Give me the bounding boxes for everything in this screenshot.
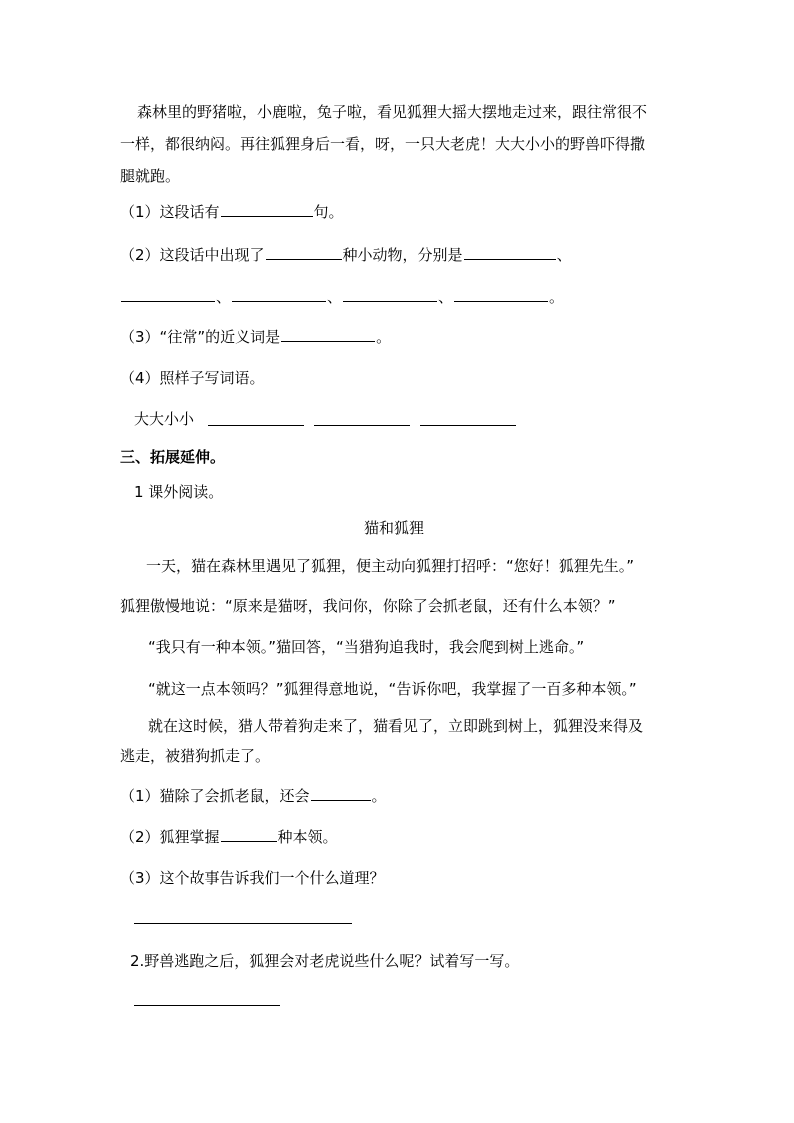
question-4: （4）照样子写词语。 [120, 369, 265, 387]
section-3-title: 三、拓展延伸。 [120, 448, 226, 466]
question-3 [120, 326, 391, 347]
separator: 、 [327, 288, 343, 306]
example-word: 大大小小 [134, 410, 195, 428]
question-1 [120, 201, 344, 222]
answer-blank[interactable] [232, 286, 326, 302]
story-question-1 [120, 785, 387, 806]
question-3-text: （3）“往常”的近义词是 [120, 328, 281, 346]
answer-blank[interactable] [311, 785, 371, 801]
answer-line[interactable] [134, 1005, 280, 1006]
section-3-sub: 1 课外阅读。 [134, 483, 224, 501]
answer-blank[interactable] [266, 244, 342, 260]
separator: 、 [556, 246, 572, 264]
passage-line-2: 一样，都很纳闷。再往狐狸身后一看，呀，一只大老虎！大大小小的野兽吓得撒 [120, 135, 646, 153]
story-question-3: （3）这个故事告诉我们一个什么道理？ [120, 869, 385, 887]
answer-blank[interactable] [121, 286, 215, 302]
answer-line[interactable] [208, 425, 304, 426]
question-2 [120, 244, 572, 265]
question-1-text: （1）这段话有 [120, 203, 220, 221]
question-2-mid: 种小动物，分别是 [342, 246, 463, 264]
answer-blank[interactable] [343, 286, 437, 302]
separator: 、 [216, 288, 232, 306]
story-title: 猫和狐狸 [364, 519, 425, 537]
story-question-2-suffix: 种本领。 [277, 828, 338, 846]
story-question-1-text: （1）猫除了会抓老鼠，还会 [120, 787, 310, 805]
answer-blank[interactable] [454, 286, 548, 302]
question-1-suffix: 句。 [313, 203, 344, 221]
answer-line[interactable] [420, 425, 516, 426]
story-paragraph-5a: 就在这时候，猎人带着狗走来了，猫看见了，立即跳到树上，狐狸没来得及 [148, 717, 644, 735]
story-paragraph-2: 狐狸傲慢地说：“原来是猫呀，我问你，你除了会抓老鼠，还有什么本领？” [120, 597, 616, 615]
answer-line[interactable] [314, 425, 410, 426]
passage-line-1: 森林里的野猪啦，小鹿啦，兔子啦，看见狐狸大摇大摆地走过来，跟往常很不 [137, 103, 648, 121]
story-paragraph-4: “就这一点本领吗？”狐狸得意地说，“告诉你吧，我掌握了一百多种本领。” [148, 680, 637, 698]
passage-line-3: 腿就跑。 [120, 167, 181, 185]
last-question: 2.野兽逃跑之后，狐狸会对老虎说些什么呢？试着写一写。 [130, 952, 520, 970]
answer-blank[interactable] [221, 826, 277, 842]
separator: 、 [438, 288, 454, 306]
answer-blank[interactable] [281, 326, 375, 342]
answer-blank[interactable] [221, 201, 313, 217]
answer-blank[interactable] [464, 244, 556, 260]
question-2-blanks [120, 286, 564, 307]
story-question-1-suffix: 。 [371, 787, 387, 805]
end-mark: 。 [549, 288, 565, 306]
question-3-suffix: 。 [376, 328, 392, 346]
answer-line[interactable] [134, 923, 352, 924]
story-question-2 [120, 826, 338, 847]
story-paragraph-1: 一天，猫在森林里遇见了狐狸，便主动向狐狸打招呼：“您好！狐狸先生。” [146, 557, 635, 575]
question-2-text: （2）这段话中出现了 [120, 246, 265, 264]
story-paragraph-5b: 逃走，被猎狗抓走了。 [120, 747, 271, 765]
story-paragraph-3: “我只有一种本领。”猫回答，“当猎狗追我时，我会爬到树上逃命。” [148, 638, 585, 656]
story-question-2-text: （2）狐狸掌握 [120, 828, 220, 846]
